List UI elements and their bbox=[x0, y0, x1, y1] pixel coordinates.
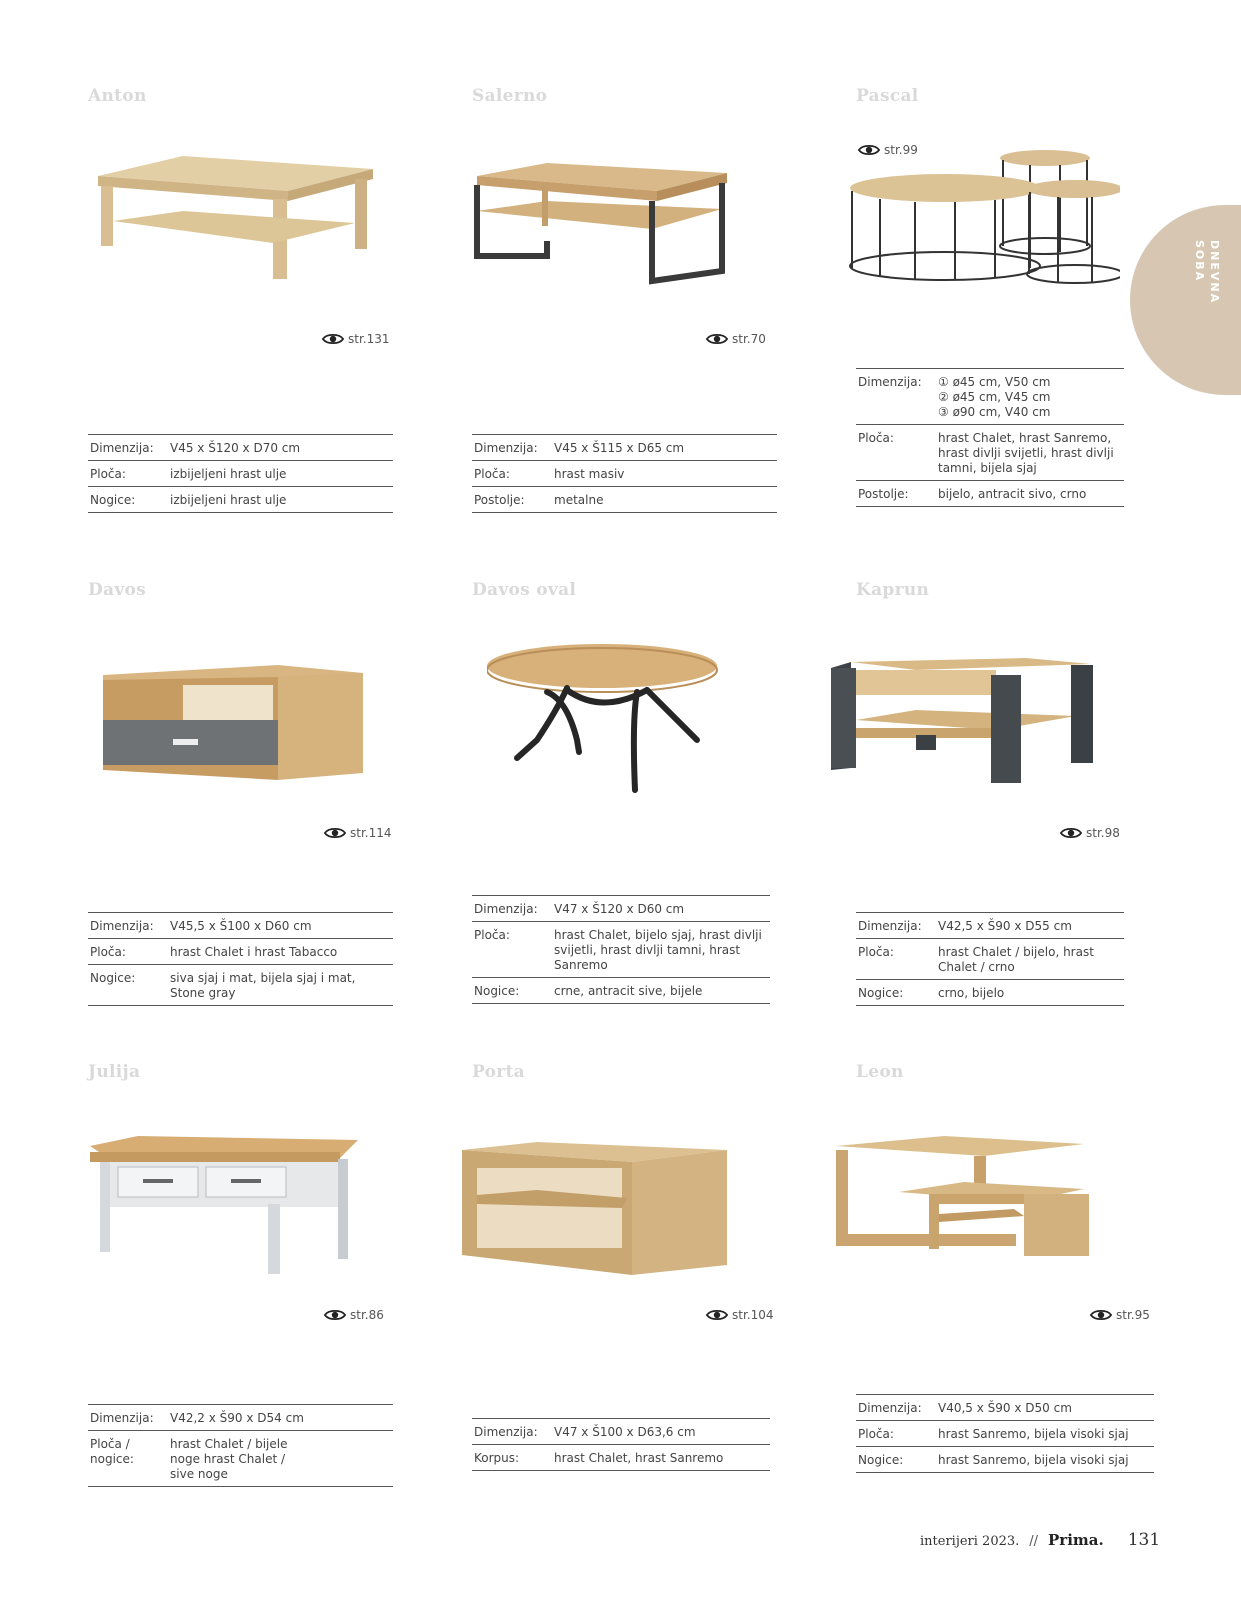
product-julija bbox=[88, 1062, 398, 1512]
product-title: Porta bbox=[472, 1062, 525, 1082]
spec-value: hrast Chalet i hrast Tabacco bbox=[170, 945, 338, 959]
product-title: Julija bbox=[88, 1062, 141, 1082]
spec-label: Postolje: bbox=[474, 493, 525, 507]
page-reference-label: str.104 bbox=[732, 1308, 774, 1322]
product-image bbox=[826, 650, 1106, 790]
spec-label: Ploča / nogice: bbox=[90, 1437, 134, 1466]
spec-table bbox=[88, 434, 393, 513]
spec-row bbox=[88, 461, 393, 487]
product-leon bbox=[856, 1062, 1166, 1512]
spec-table bbox=[88, 912, 393, 1006]
eye-icon bbox=[324, 1308, 346, 1322]
spec-row bbox=[472, 922, 770, 978]
product-title: Davos oval bbox=[472, 580, 577, 600]
eye-icon bbox=[706, 332, 728, 346]
spec-label: Nogice: bbox=[474, 984, 520, 998]
spec-value: izbijeljeni hrast ulje bbox=[170, 467, 287, 481]
spec-row bbox=[856, 1447, 1154, 1473]
spec-row bbox=[472, 435, 777, 461]
spec-label: Ploča: bbox=[90, 467, 126, 481]
spec-value: hrast Chalet / bijele noge hrast Chalet / sive noge bbox=[170, 1437, 288, 1481]
spec-label: Dimenzija: bbox=[90, 1411, 154, 1425]
spec-row bbox=[856, 1421, 1154, 1447]
spec-label: Dimenzija: bbox=[858, 375, 922, 389]
page-reference-label: str.114 bbox=[350, 826, 392, 840]
spec-label: Postolje: bbox=[858, 487, 909, 501]
spec-row bbox=[856, 939, 1124, 980]
page-reference-label: str.98 bbox=[1086, 826, 1120, 840]
page-reference[interactable] bbox=[706, 1308, 774, 1322]
spec-label: Dimenzija: bbox=[474, 441, 538, 455]
section-tab-line1: DNEVNA bbox=[1208, 240, 1221, 305]
spec-label: Dimenzija: bbox=[474, 902, 538, 916]
spec-table bbox=[856, 1394, 1154, 1473]
spec-value: bijelo, antracit sivo, crno bbox=[938, 487, 1087, 501]
brand-logo: Prima. bbox=[1048, 1531, 1104, 1549]
section-tab-line2: SOBA bbox=[1193, 240, 1206, 283]
spec-label: Nogice: bbox=[858, 986, 904, 1000]
page-reference-label: str.131 bbox=[348, 332, 390, 346]
spec-table bbox=[88, 1404, 393, 1487]
spec-table bbox=[472, 434, 777, 513]
product-davos bbox=[88, 580, 398, 1010]
spec-label: Dimenzija: bbox=[90, 919, 154, 933]
spec-label: Ploča: bbox=[474, 928, 510, 942]
spec-label: Dimenzija: bbox=[858, 1401, 922, 1415]
spec-row bbox=[856, 369, 1124, 425]
spec-value: V47 x Š100 x D63,6 cm bbox=[554, 1425, 696, 1439]
spec-value: V40,5 x Š90 x D50 cm bbox=[938, 1401, 1072, 1415]
spec-row bbox=[856, 481, 1124, 507]
spec-value: crno, bijelo bbox=[938, 986, 1005, 1000]
spec-row bbox=[88, 435, 393, 461]
spec-value: V42,2 x Š90 x D54 cm bbox=[170, 1411, 304, 1425]
spec-row bbox=[856, 913, 1124, 939]
spec-value: crne, antracit sive, bijele bbox=[554, 984, 703, 998]
product-pascal bbox=[856, 86, 1166, 516]
product-image bbox=[472, 161, 732, 286]
product-title: Davos bbox=[88, 580, 147, 600]
product-anton bbox=[88, 86, 398, 516]
spec-value: hrast masiv bbox=[554, 467, 625, 481]
spec-row bbox=[472, 487, 777, 513]
spec-row bbox=[856, 980, 1124, 1006]
footer-separator: // bbox=[1029, 1534, 1039, 1549]
spec-label: Nogice: bbox=[858, 1453, 904, 1467]
spec-value: V45 x Š115 x D65 cm bbox=[554, 441, 685, 455]
spec-value: ① ø45 cm, V50 cm ② ø45 cm, V45 cm ③ ø90 cm, V40 cm bbox=[938, 375, 1051, 419]
page-reference-label: str.86 bbox=[350, 1308, 384, 1322]
spec-value: V47 x Š120 x D60 cm bbox=[554, 902, 685, 916]
page-reference[interactable] bbox=[1090, 1308, 1150, 1322]
spec-value: V45,5 x Š100 x D60 cm bbox=[170, 919, 312, 933]
product-image bbox=[98, 655, 373, 785]
eye-icon bbox=[322, 332, 344, 346]
spec-label: Ploča: bbox=[90, 945, 126, 959]
product-kaprun bbox=[856, 580, 1166, 1010]
spec-row bbox=[472, 896, 770, 922]
spec-table bbox=[856, 368, 1124, 507]
page-reference-label: str.70 bbox=[732, 332, 766, 346]
product-porta bbox=[472, 1062, 782, 1512]
spec-value: hrast Chalet, bijelo sjaj, hrast divlji svijetli, hrast divlji tamni, hrast Sanremo bbox=[554, 928, 762, 972]
spec-value: siva sjaj i mat, bijela sjaj i mat, Stone gray bbox=[170, 971, 356, 1000]
spec-label: Nogice: bbox=[90, 971, 136, 985]
spec-row bbox=[472, 978, 770, 1004]
spec-label: Ploča: bbox=[474, 467, 510, 481]
spec-value: hrast Sanremo, bijela visoki sjaj bbox=[938, 1453, 1129, 1467]
catalog-name: interijeri 2023. bbox=[920, 1534, 1020, 1549]
page-reference[interactable] bbox=[324, 826, 392, 840]
spec-value: hrast Chalet, hrast Sanremo, hrast divlji svijetli, hrast divlji tamni, bijela sjaj bbox=[938, 431, 1114, 475]
spec-row bbox=[856, 1395, 1154, 1421]
spec-label: Ploča: bbox=[858, 431, 894, 445]
spec-row bbox=[88, 913, 393, 939]
eye-icon bbox=[706, 1308, 728, 1322]
spec-value: izbijeljeni hrast ulje bbox=[170, 493, 287, 507]
spec-table bbox=[856, 912, 1124, 1006]
spec-label: Korpus: bbox=[474, 1451, 520, 1465]
spec-table bbox=[472, 1418, 770, 1471]
eye-icon bbox=[324, 826, 346, 840]
spec-label: Ploča: bbox=[858, 945, 894, 959]
page-reference[interactable] bbox=[1060, 826, 1120, 840]
spec-row bbox=[472, 461, 777, 487]
product-salerno bbox=[472, 86, 782, 516]
product-title: Anton bbox=[88, 86, 147, 106]
spec-label: Dimenzija: bbox=[90, 441, 154, 455]
spec-label: Nogice: bbox=[90, 493, 136, 507]
spec-value: V45 x Š120 x D70 cm bbox=[170, 441, 301, 455]
eye-icon bbox=[1060, 826, 1082, 840]
product-title: Leon bbox=[856, 1062, 904, 1082]
page-footer bbox=[920, 1530, 1160, 1550]
spec-row bbox=[472, 1445, 770, 1471]
product-image bbox=[820, 146, 1120, 286]
page-reference[interactable] bbox=[706, 332, 766, 346]
spec-value: hrast Chalet, hrast Sanremo bbox=[554, 1451, 724, 1465]
page-number: 131 bbox=[1127, 1530, 1161, 1550]
product-image bbox=[88, 1134, 363, 1279]
spec-label: Dimenzija: bbox=[858, 919, 922, 933]
product-title: Pascal bbox=[856, 86, 919, 106]
section-tab-label bbox=[1162, 240, 1222, 360]
product-davos-oval bbox=[472, 580, 782, 1010]
spec-value: V42,5 x Š90 x D55 cm bbox=[938, 919, 1072, 933]
spec-row bbox=[856, 425, 1124, 481]
product-image bbox=[834, 1134, 1094, 1284]
spec-row bbox=[472, 1419, 770, 1445]
spec-row bbox=[88, 1431, 393, 1487]
product-image bbox=[457, 1140, 732, 1280]
eye-icon bbox=[1090, 1308, 1112, 1322]
page-reference[interactable] bbox=[324, 1308, 384, 1322]
spec-label: Dimenzija: bbox=[474, 1425, 538, 1439]
spec-row bbox=[88, 1405, 393, 1431]
product-title: Kaprun bbox=[856, 580, 930, 600]
page-reference[interactable] bbox=[322, 332, 390, 346]
product-title: Salerno bbox=[472, 86, 548, 106]
product-image bbox=[487, 640, 727, 800]
page-reference-label: str.95 bbox=[1116, 1308, 1150, 1322]
spec-value: metalne bbox=[554, 493, 604, 507]
spec-table bbox=[472, 895, 770, 1004]
spec-row bbox=[88, 487, 393, 513]
spec-row bbox=[88, 965, 393, 1006]
spec-label: Ploča: bbox=[858, 1427, 894, 1441]
product-image bbox=[93, 151, 378, 286]
spec-row bbox=[88, 939, 393, 965]
page-reference-label: str.99 bbox=[884, 143, 918, 157]
spec-value: hrast Sanremo, bijela visoki sjaj bbox=[938, 1427, 1129, 1441]
spec-value: hrast Chalet / bijelo, hrast Chalet / crno bbox=[938, 945, 1094, 974]
